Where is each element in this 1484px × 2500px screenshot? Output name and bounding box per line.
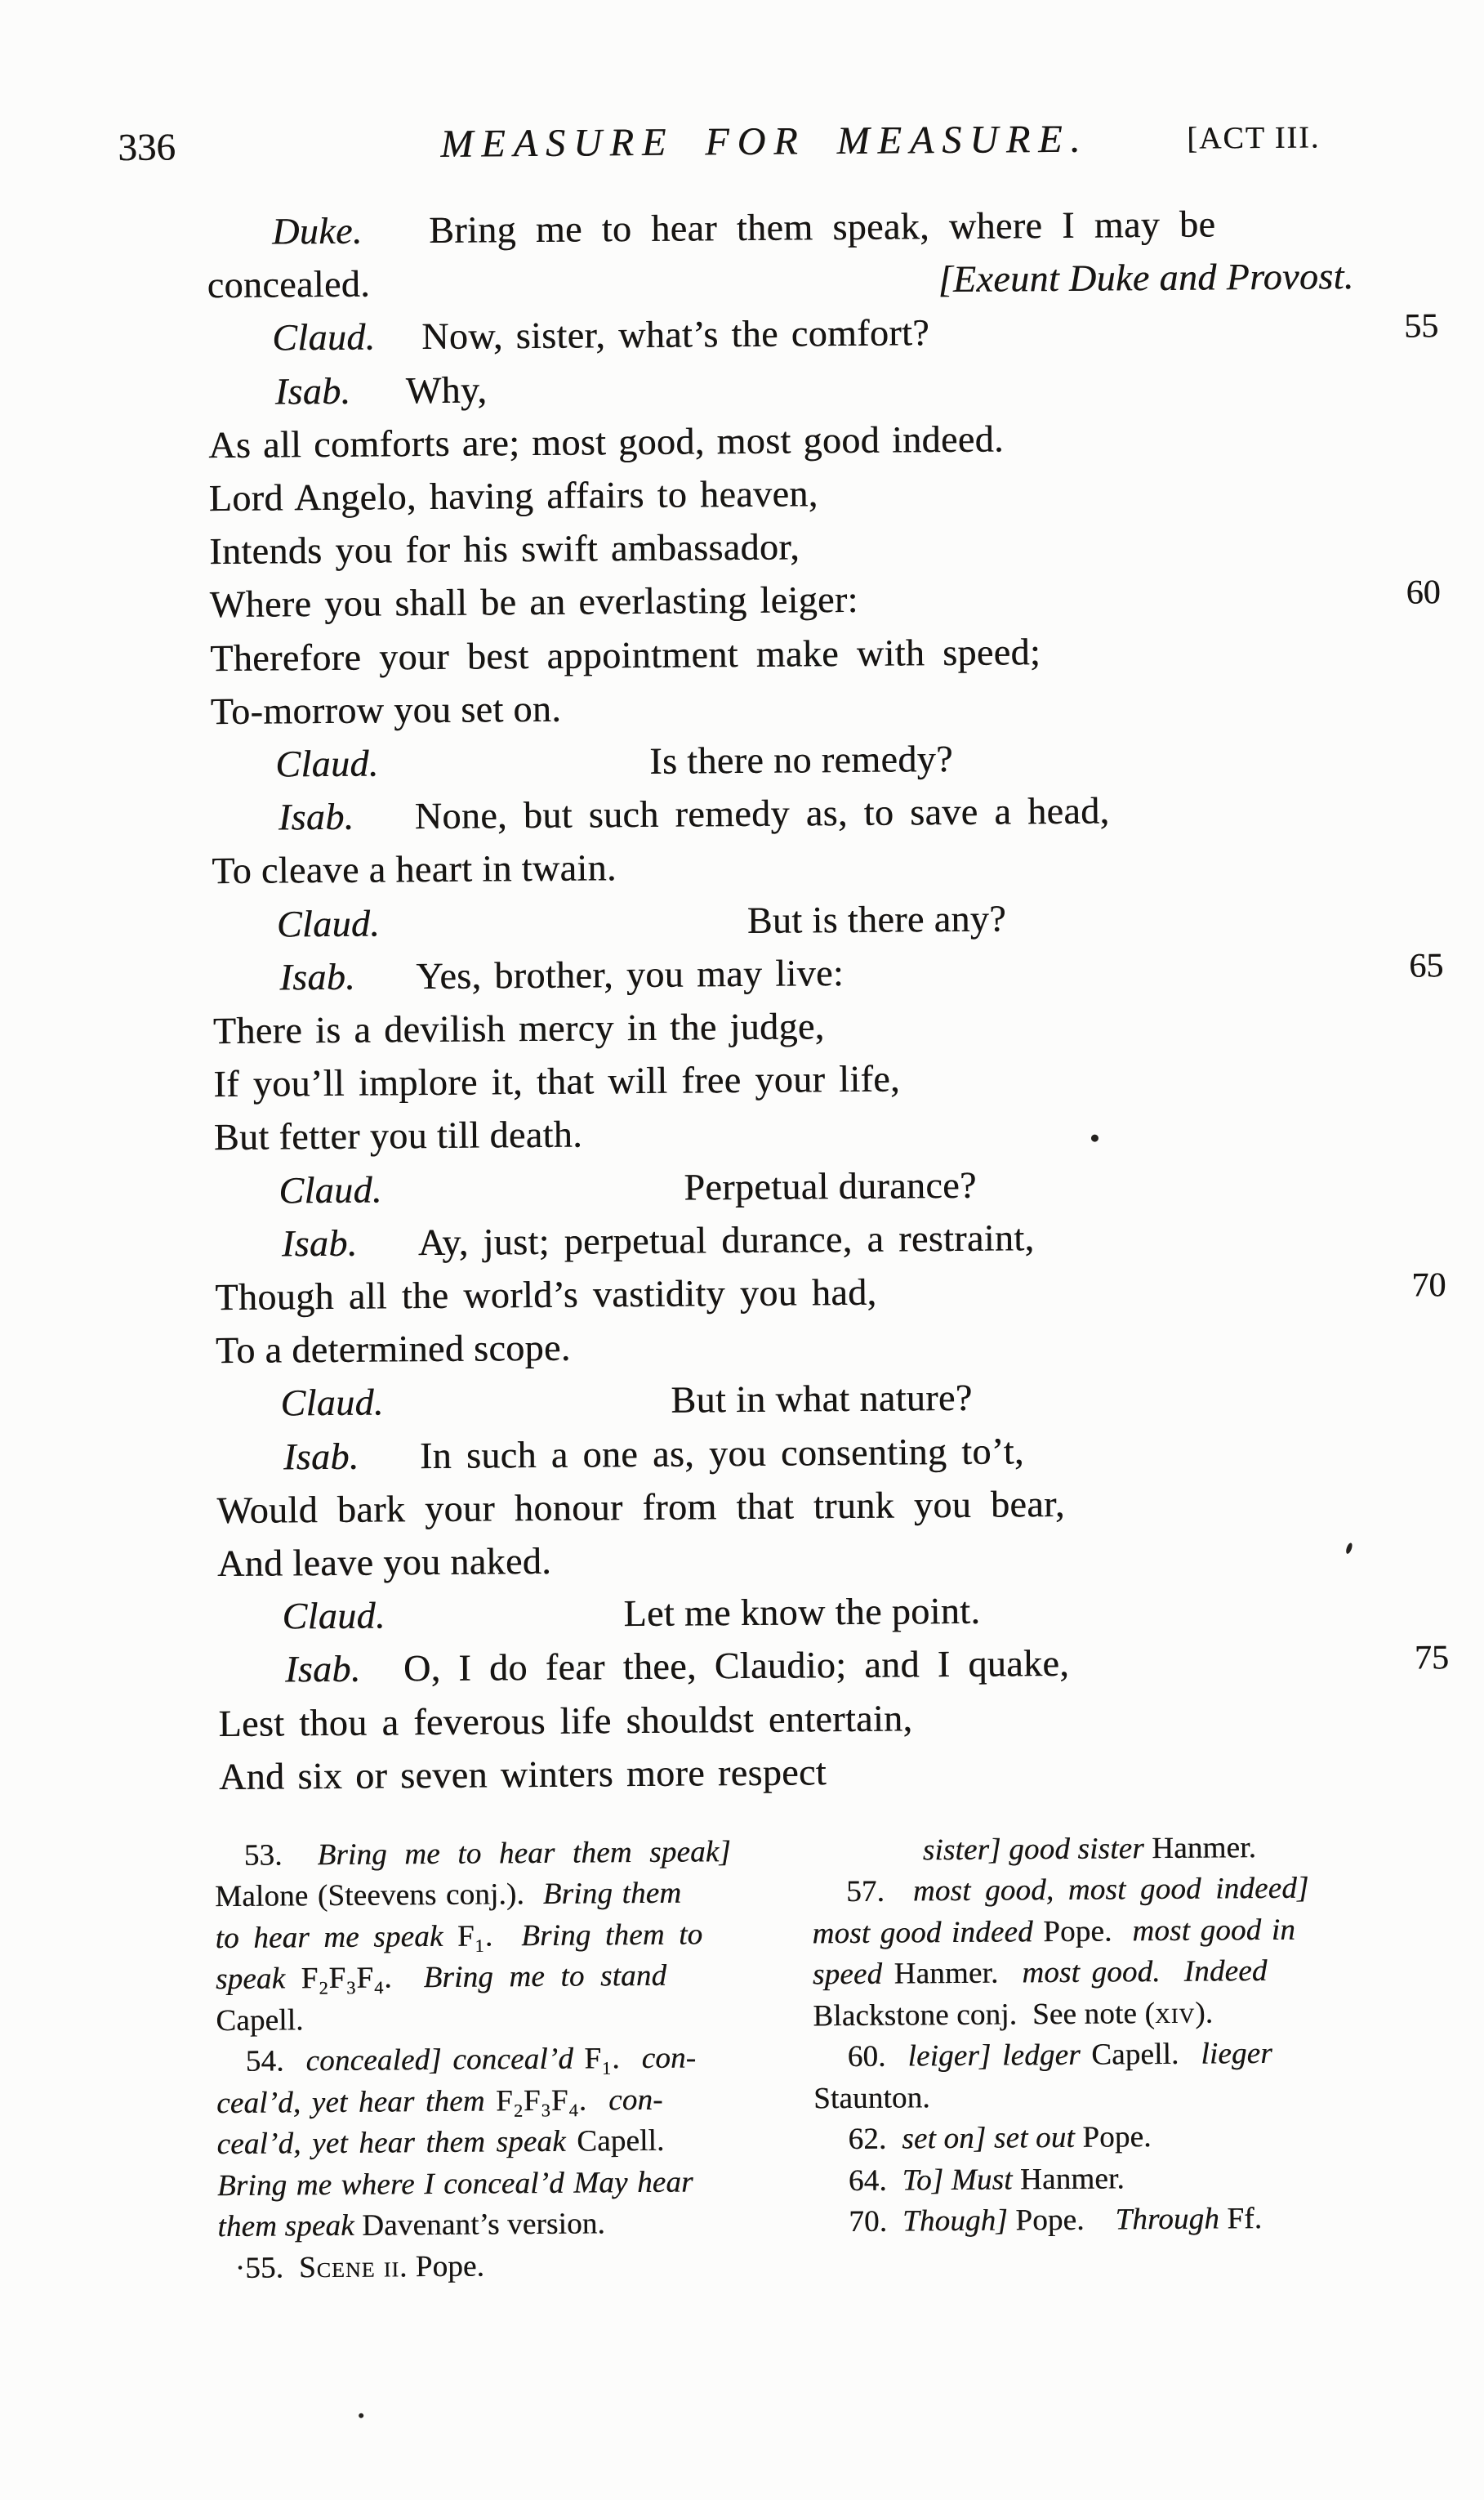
- italic-text: Claud.: [282, 1594, 386, 1637]
- verse-line: [1, 1319, 1484, 1379]
- verse-line: [0, 839, 1482, 900]
- italic-text: leiger] ledger: [907, 2038, 1092, 2074]
- italic-text: most good in: [1132, 1913, 1296, 1949]
- italic-text: most good, most good indeed]: [912, 1871, 1309, 1908]
- text: To cleave a heart in twain.: [212, 846, 617, 892]
- text-part: [217, 1539, 551, 1585]
- text: Pope.: [408, 2249, 485, 2284]
- italic-text: con-: [608, 2083, 663, 2118]
- text: Capell.: [1091, 2037, 1201, 2072]
- text-part: [275, 369, 351, 413]
- verse-line: [0, 253, 1477, 314]
- italic-text: speed: [812, 1957, 894, 1992]
- verse-line-number: 65: [1409, 947, 1444, 985]
- text: In such a one as, you consenting to’t,: [419, 1430, 1024, 1477]
- text: concealed.: [207, 262, 371, 306]
- text: 62.: [848, 2122, 902, 2157]
- text-part: [623, 1589, 980, 1635]
- text: ·55.: [234, 2251, 300, 2285]
- verse-line-number: 75: [1414, 1639, 1450, 1677]
- text-part: [846, 1871, 1309, 1909]
- italic-text: Bring them to: [521, 1917, 703, 1953]
- text: F₁.: [584, 2041, 642, 2076]
- text-part: [429, 202, 1216, 252]
- italic-text: sister] good sister: [922, 1832, 1152, 1868]
- text: 53.: [243, 1838, 318, 1873]
- text: Davenant’s version.: [362, 2207, 606, 2243]
- text: To-morrow you set on.: [210, 687, 562, 733]
- text: 70.: [849, 2204, 903, 2239]
- text: Would bark your honour from that trunk you bear,: [216, 1482, 1066, 1532]
- verse-line: [3, 1692, 1484, 1752]
- text: Blackstone conj. See note (: [813, 1997, 1156, 2033]
- italic-text: Claud.: [275, 742, 379, 785]
- verse-line: [3, 1638, 1484, 1699]
- italic-text: [Exeunt Duke and Provost.: [938, 255, 1354, 301]
- italic-text: ceal’d, yet hear them: [216, 2084, 497, 2121]
- text-part: [420, 1429, 1024, 1477]
- verse-line: [4, 1745, 1484, 1806]
- text-part: [283, 1435, 359, 1479]
- italic-text: them speak: [217, 2208, 363, 2244]
- text: But is there any?: [746, 897, 1007, 941]
- italic-text: Claud.: [276, 902, 381, 945]
- text-part: [216, 1326, 571, 1372]
- text: Capell.: [577, 2123, 665, 2158]
- text: F₂F₃F₄.: [301, 1961, 424, 1996]
- text: To a determined scope.: [215, 1326, 571, 1372]
- verse-line: [0, 1105, 1483, 1166]
- small-caps-text: Scene ii.: [298, 2250, 408, 2285]
- text: Hanmer.: [1152, 1831, 1257, 1866]
- text-part: [421, 310, 929, 358]
- verse-line: [2, 1532, 1484, 1592]
- text: Intends you for his swift ambassador,: [209, 525, 800, 573]
- text-part: [418, 1216, 1035, 1264]
- text-part: [277, 901, 381, 945]
- text: 64.: [848, 2163, 902, 2199]
- text-part: [212, 846, 617, 892]
- text-part: [848, 2119, 1151, 2157]
- verse-line: [0, 200, 1476, 261]
- verse-line: [0, 1159, 1484, 1220]
- italic-text: lieger: [1201, 2036, 1273, 2071]
- verse-line-number: 55: [1403, 307, 1439, 346]
- text-part: [812, 1913, 1295, 1952]
- running-title: MEASURE FOR MEASURE.: [440, 117, 1089, 166]
- text-part: [216, 1482, 1065, 1532]
- text: Bring me to hear them speak, where I may be: [428, 203, 1216, 251]
- verse-line: [0, 733, 1481, 793]
- text-part: [279, 795, 354, 839]
- text: Where you shall be an everlasting leiger:: [209, 578, 858, 626]
- text-part: [923, 1830, 1257, 1868]
- verse-line: [0, 893, 1482, 953]
- text-part: [403, 1641, 1070, 1690]
- italic-text: Claud.: [272, 315, 376, 359]
- text-part: [282, 1221, 358, 1266]
- text-part: [415, 788, 1110, 837]
- text-part: [207, 262, 370, 307]
- text-part: [219, 1750, 827, 1798]
- text: Hanmer.: [894, 1956, 1023, 1991]
- italic-text: to hear me speak: [215, 1919, 458, 1956]
- page-number: 336: [118, 126, 176, 169]
- text-part: [279, 955, 355, 999]
- text: 60.: [847, 2039, 908, 2074]
- text: Lord Angelo, having affairs to heaven,: [208, 472, 818, 520]
- text: Ff.: [1227, 2202, 1263, 2236]
- text: Therefore your best appointment make with speed;: [210, 631, 1041, 680]
- text: 57.: [846, 1874, 914, 1909]
- text: And six or seven winters more respect: [218, 1751, 827, 1798]
- text-part: [406, 368, 488, 412]
- text: Lest thou a feverous life shouldst entertain,: [218, 1697, 913, 1745]
- verse-line: [2, 1426, 1484, 1486]
- text-part: [272, 315, 376, 359]
- text-part: [813, 1996, 1213, 2034]
- italic-text: Isab.: [274, 369, 351, 413]
- verse-line: [0, 573, 1479, 633]
- text-part: [210, 578, 858, 626]
- verse-line: [0, 360, 1477, 421]
- italic-text: Bring me to stand: [423, 1958, 667, 1995]
- verse-line: [0, 1052, 1483, 1113]
- text-part: [684, 1163, 977, 1209]
- text: Malone (Steevens conj.).: [215, 1877, 543, 1914]
- italic-text: Bring me to hear them speak]: [317, 1835, 732, 1873]
- text-part: [849, 2161, 1125, 2199]
- text-part: [285, 1647, 361, 1691]
- verse-line: [0, 413, 1477, 474]
- text-part: [214, 1113, 583, 1159]
- text-part: [849, 2201, 1262, 2239]
- text: F₂F₃F₄.: [495, 2083, 609, 2118]
- text: ).: [1195, 1996, 1214, 2030]
- text: And leave you naked.: [216, 1539, 552, 1585]
- italic-text: Bring them: [542, 1876, 682, 1911]
- verse-line: [0, 1266, 1484, 1326]
- text: O, I do fear thee, Claudio; and I quake,: [403, 1641, 1070, 1690]
- text-part: [747, 896, 1007, 941]
- text-part: [671, 1376, 973, 1422]
- italic-text: Bring me where I conceal’d May hear: [216, 2165, 693, 2203]
- verse-line: [2, 1479, 1484, 1539]
- text: Now, sister, what’s the comfort?: [421, 311, 930, 358]
- italic-text: most good. Indeed: [1022, 1953, 1268, 1990]
- text: But fetter you till death.: [213, 1113, 583, 1158]
- text: Pope.: [1015, 2203, 1116, 2238]
- text: Yes, brother, you may live:: [416, 952, 844, 998]
- italic-text: Though]: [902, 2203, 1016, 2239]
- text-part: [218, 1696, 912, 1745]
- italic-text: most good indeed: [812, 1915, 1044, 1951]
- scan-artifacts: [0, 0, 1474, 6]
- verse-line: [2, 1585, 1484, 1645]
- text-part: [209, 471, 818, 520]
- text: Let me know the point.: [623, 1589, 981, 1635]
- text: If you’ll implore it, that will free your life,: [213, 1057, 901, 1105]
- verse-line: [0, 1212, 1484, 1273]
- verse-line: [0, 786, 1481, 846]
- verse-line: [0, 520, 1478, 580]
- text-part: [416, 951, 844, 998]
- text-part: [215, 1270, 876, 1319]
- text-part: [279, 1167, 382, 1212]
- italic-text: Duke.: [271, 209, 363, 252]
- text: But in what nature?: [671, 1376, 973, 1421]
- verse-line: [0, 946, 1482, 1007]
- text: There is a devilish mercy in the judge,: [212, 1005, 825, 1052]
- text-part: [813, 2080, 930, 2116]
- italic-text: concealed] conceal’d: [305, 2042, 585, 2078]
- text: Pope.: [1043, 1914, 1133, 1949]
- text-part: [208, 417, 1004, 467]
- text-part: [813, 1953, 1268, 1992]
- verse-line: [0, 306, 1477, 367]
- text-part: [848, 2036, 1272, 2074]
- text: Capell.: [216, 2003, 304, 2038]
- italic-text: Isab.: [284, 1647, 361, 1690]
- verse-line-number: 60: [1406, 574, 1441, 612]
- page-header: [0, 0, 1474, 169]
- text-part: [938, 254, 1353, 301]
- ink-speck: [359, 2413, 363, 2418]
- running-act-label: [ACT III.: [1187, 120, 1321, 156]
- verse-line: [1, 1372, 1484, 1432]
- italic-text: Claud.: [280, 1381, 385, 1424]
- text-part: [211, 687, 562, 733]
- text: Ay, just; perpetual durance, a restraint,: [417, 1217, 1035, 1264]
- text: None, but such remedy as, to save a head,: [414, 789, 1110, 837]
- text-part: [282, 1593, 385, 1637]
- verse-line: [0, 680, 1480, 740]
- verse-line: [0, 627, 1480, 687]
- text-part: [649, 737, 953, 783]
- text-part: [272, 209, 363, 253]
- verse-line: [0, 467, 1478, 527]
- text-part: [280, 1380, 384, 1424]
- small-caps-text: xiv: [1154, 1996, 1196, 2031]
- text-part: [209, 525, 800, 573]
- text: Is there no remedy?: [649, 737, 954, 782]
- italic-text: speak: [215, 1962, 301, 1997]
- text: Perpetual durance?: [684, 1163, 977, 1208]
- text-part: [213, 1004, 825, 1052]
- italic-text: Isab.: [279, 955, 356, 998]
- text-part: [213, 1056, 900, 1105]
- italic-text: ceal’d, yet hear them speak: [216, 2124, 577, 2162]
- text: Staunton.: [813, 2081, 930, 2116]
- text-part: [275, 741, 379, 785]
- text: Pope.: [1082, 2120, 1152, 2154]
- italic-text: set on] set out: [902, 2120, 1083, 2156]
- italic-text: Isab.: [281, 1221, 358, 1265]
- text-part: [210, 630, 1041, 680]
- text: F₁.: [457, 1919, 522, 1953]
- italic-text: Isab.: [283, 1435, 359, 1478]
- text: Why,: [405, 368, 488, 412]
- text: As all comforts are; most good, most good indeed.: [208, 417, 1005, 467]
- italic-text: Through: [1115, 2202, 1228, 2237]
- text: 54.: [245, 2044, 306, 2078]
- italic-text: To] Must: [902, 2163, 1021, 2198]
- italic-text: Claud.: [279, 1168, 382, 1212]
- italic-text: con-: [641, 2041, 697, 2075]
- ink-dot: [1091, 1135, 1099, 1142]
- italic-text: Isab.: [278, 795, 354, 838]
- text: Hanmer.: [1019, 2162, 1125, 2197]
- verse-line-number: 70: [1411, 1266, 1446, 1305]
- verse-line: [0, 999, 1482, 1060]
- text: Though all the world’s vastidity you had,: [215, 1270, 877, 1319]
